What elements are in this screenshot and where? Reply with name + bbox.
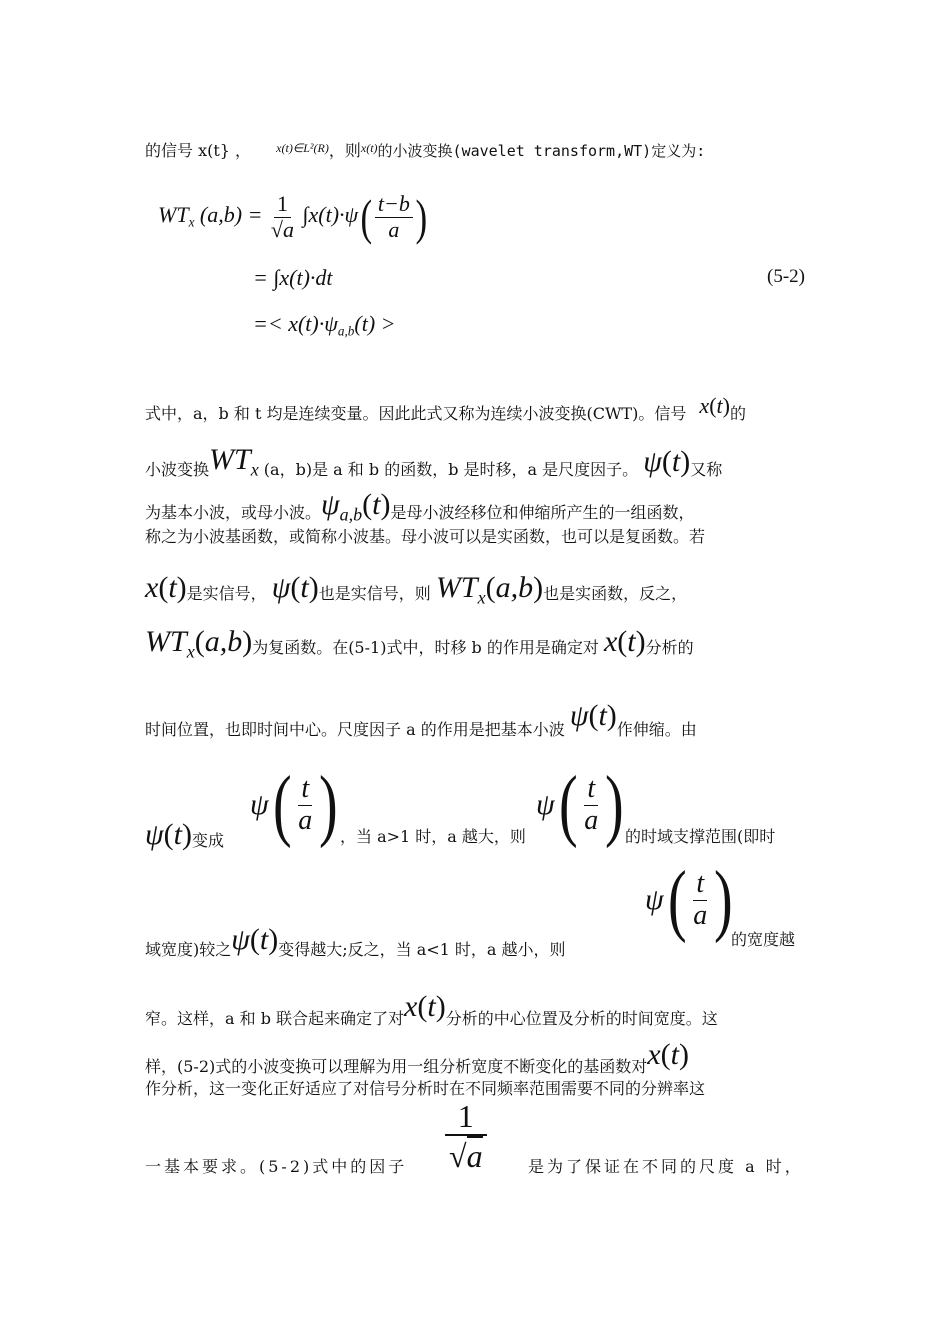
math-symbol: a <box>693 900 708 931</box>
math-symbol: ) <box>176 571 187 604</box>
eq-lhs-sub: x <box>188 214 195 230</box>
text-span: 作伸缩。由 <box>616 720 697 739</box>
math-xt <box>404 990 446 1023</box>
frac-num: t−b <box>375 192 413 217</box>
math-symbol: x <box>699 393 710 418</box>
math-symbol: ( <box>194 625 205 658</box>
text-span: 式中，a，b 和 t 均是连续变量。因此此式又称为连续小波变换(CWT)。信号 <box>145 404 687 423</box>
para-line-8-end <box>625 827 775 847</box>
text-span: 的宽度越 <box>731 930 796 949</box>
eq-fraction-1-sqrt-a <box>268 192 297 241</box>
math-xt <box>145 571 187 604</box>
math-symbol: ) <box>319 761 338 849</box>
math-psi-t-over-a <box>645 855 737 946</box>
math-psi-t <box>643 445 691 478</box>
math-symbol: √a <box>445 1134 487 1174</box>
math-symbol: ψ <box>569 699 589 732</box>
math-symbol: t <box>173 818 182 851</box>
math-symbol: x <box>404 990 418 1023</box>
text-span: 为基本小波，或母小波。 <box>145 503 322 522</box>
math-psi-t <box>271 571 319 604</box>
math-symbol: ( <box>558 761 578 849</box>
math-symbol: ( <box>417 990 428 1023</box>
math-symbol: t <box>427 990 436 1023</box>
math-symbol <box>581 774 601 837</box>
math-symbol: t <box>300 571 309 604</box>
math-wt <box>209 443 259 480</box>
math-xt <box>647 1038 689 1071</box>
text-span: =< x(t)·ψ <box>253 311 338 336</box>
eq-integral: ∫x(t)·ψ <box>302 202 359 228</box>
math-symbol: t <box>259 923 269 956</box>
math-symbol: x <box>647 1038 661 1071</box>
math-symbol: ) <box>635 625 646 658</box>
math-symbol: ( <box>709 393 717 418</box>
math-symbol: ψ <box>231 923 250 956</box>
para-line-5 <box>145 571 810 608</box>
math-symbol: ψ <box>145 818 164 851</box>
frac-num: 1 <box>274 192 291 217</box>
math-symbol: ) <box>268 923 279 956</box>
text-span: 一基本要求。(5-2)式中的因子 <box>145 1157 408 1176</box>
text-span: 窄。这样，a 和 b 联合起来确定了对 <box>145 1009 405 1028</box>
text-span: 的小波变换(wavelet transform,WT)定义为: <box>377 142 706 160</box>
equation-number: (5-2) <box>767 266 805 287</box>
paragraph-intro-line <box>145 138 810 161</box>
math-one-over-sqrt-a <box>445 1098 487 1174</box>
math-symbol: ) <box>606 699 617 732</box>
text-span: 变得越大;反之，当 a<1 时，a 越小，则 <box>278 940 566 959</box>
para-line-10 <box>145 990 810 1029</box>
math-psi-t <box>569 699 617 732</box>
math-symbol: t <box>584 774 598 806</box>
math-symbol: a <box>298 805 313 836</box>
text-span: ，当 a>1 时，a 越大，则 <box>340 827 526 846</box>
math-symbol: WT <box>435 571 478 604</box>
text-span: 时间位置，也即时间中心。尺度因子 a 的作用是把基本小波 <box>145 720 565 739</box>
eq-fraction-t-b-a <box>375 192 413 241</box>
math-symbol: x <box>145 571 159 604</box>
math-symbol: WT <box>209 443 251 476</box>
math-symbol: t <box>670 1038 679 1071</box>
text-span: 变成 <box>191 831 224 850</box>
para-line-3 <box>145 488 810 525</box>
math-symbol: t <box>716 393 723 418</box>
math-symbol: ) <box>435 990 446 1023</box>
math-symbol: x <box>477 587 486 608</box>
left-paren: ( <box>360 189 373 245</box>
text-span: 为复函数。在(5-1)式中，时移 b 的作用是确定对 <box>252 638 599 657</box>
math-symbol: ψ <box>643 445 662 478</box>
math-symbol: t <box>298 774 312 806</box>
math-symbol: a,b <box>339 504 363 525</box>
text-span: ，则 <box>328 141 361 160</box>
eq-lhs: WT <box>158 202 189 228</box>
math-symbol: WT <box>145 625 187 658</box>
math-symbol: ( <box>667 856 687 944</box>
frac-den: √a <box>270 216 294 242</box>
math-symbol: ) <box>181 818 192 851</box>
text-span: 也是实信号，则 <box>318 584 431 603</box>
math-symbol: ( <box>661 445 672 478</box>
para-line-1 <box>145 393 810 424</box>
text-span: 小波变换 <box>145 460 210 479</box>
math-symbol: a <box>584 805 599 836</box>
math-symbol: x <box>186 641 195 662</box>
math-symbol: ( <box>163 818 174 851</box>
text-span: 的信号 x(t} ， <box>145 141 252 160</box>
math-symbol <box>295 774 315 837</box>
math-symbol: ψ <box>271 571 291 604</box>
math-xt: x(t) <box>360 141 378 155</box>
text-span: 是母小波经移位和伸缩所产生的一组函数， <box>390 503 695 522</box>
math-symbol: 1 <box>457 1098 474 1134</box>
math-symbol: ) <box>380 488 391 521</box>
math-xt <box>603 625 646 658</box>
para-line-6 <box>145 625 810 662</box>
para-line-4 <box>145 527 810 547</box>
math-symbol: a <box>466 1138 483 1174</box>
text-span: 的时域支撑范围(即时 <box>625 827 776 846</box>
math-symbol: ( <box>272 761 292 849</box>
math-symbol: x <box>603 625 618 658</box>
math-symbol: ( <box>249 923 260 956</box>
eq-lhs-args: (a,b) = <box>199 202 263 228</box>
equation-line-3 <box>253 311 396 340</box>
para-line-2 <box>145 443 810 480</box>
math-symbol <box>690 869 710 932</box>
math-symbol: ) <box>308 571 319 604</box>
equation-line-2: = ∫x(t)·dt <box>253 265 333 290</box>
text-span: 分析的中心位置及分析的时间宽度。这 <box>445 1009 718 1028</box>
math-symbol: ( <box>290 571 301 604</box>
frac-den: a <box>388 216 400 242</box>
math-symbol: ) <box>714 856 733 944</box>
math-symbol: ( <box>617 625 628 658</box>
math-symbol: ψ <box>250 787 269 821</box>
para-line-12 <box>145 1079 810 1099</box>
math-psi-t-over-a <box>536 760 628 851</box>
equation-line-1 <box>158 188 430 246</box>
math-symbol: t <box>627 625 636 658</box>
math-symbol: x <box>250 459 259 480</box>
math-wt-ab <box>145 625 253 662</box>
math-symbol: ψ <box>536 787 555 821</box>
math-symbol: a,b <box>495 571 534 604</box>
para-line-8-mid <box>340 827 526 847</box>
math-symbol: ψ <box>321 488 340 521</box>
text-span: a,b <box>337 323 355 339</box>
math-symbol: t <box>671 445 681 478</box>
text-span: 作分析，这一变化正好适应了对信号分析时在不同频率范围需要不同的分辨率这 <box>145 1079 706 1098</box>
text-span: 域宽度)较之 <box>145 940 232 959</box>
math-symbol: ) <box>722 393 730 418</box>
text-span: (t) > <box>354 311 396 336</box>
para-line-7 <box>145 699 810 740</box>
right-paren: ) <box>415 189 428 245</box>
text-span: 又称 <box>690 460 723 479</box>
text-span: 样，(5-2)式的小波变换可以理解为用一组分析宽度不断变化的基函数对 <box>145 1057 648 1076</box>
math-symbol: ) <box>680 445 691 478</box>
math-psi-t <box>231 923 279 956</box>
math-symbol: ( <box>158 571 169 604</box>
math-condition: x(t)∈L²(R) <box>276 141 329 155</box>
math-symbol: ) <box>678 1038 689 1071</box>
math-symbol: t <box>372 488 381 521</box>
math-symbol: t <box>598 699 607 732</box>
para-line-11 <box>145 1038 810 1077</box>
math-symbol: t <box>168 571 177 604</box>
math-psi-t-over-a <box>250 760 342 851</box>
math-symbol: t <box>693 869 707 901</box>
text-span: 是为了保证在不同的尺度 a 时， <box>528 1157 804 1176</box>
math-symbol: ( <box>362 488 373 521</box>
para-line-13-end <box>528 1157 804 1177</box>
math-symbol: ( <box>660 1038 671 1071</box>
math-symbol: a,b <box>204 625 243 658</box>
text-span: (a，b)是 a 和 b 的函数，b 是时移，a 是尺度因子。 <box>263 460 639 479</box>
math-symbol: ) <box>533 571 544 604</box>
math-psi-ab-t <box>321 488 391 525</box>
math-symbol: ( <box>485 571 496 604</box>
math-psi-t <box>145 818 192 851</box>
math-symbol: ) <box>605 761 624 849</box>
text-span: 称之为小波基函数，或简称小波基。母小波可以是实函数，也可以是复函数。若 <box>145 527 706 546</box>
math-xt <box>699 393 730 418</box>
math-wt-ab <box>435 571 544 608</box>
math-symbol: ) <box>242 625 253 658</box>
para-line-9-end <box>731 930 795 950</box>
math-symbol: ψ <box>645 882 664 916</box>
text-span: 分析的 <box>645 638 694 657</box>
text-span: 也是实函数，反之， <box>543 584 688 603</box>
text-span: 的 <box>729 404 746 423</box>
math-symbol: ( <box>588 699 599 732</box>
text-span: 是实信号， <box>186 584 267 603</box>
